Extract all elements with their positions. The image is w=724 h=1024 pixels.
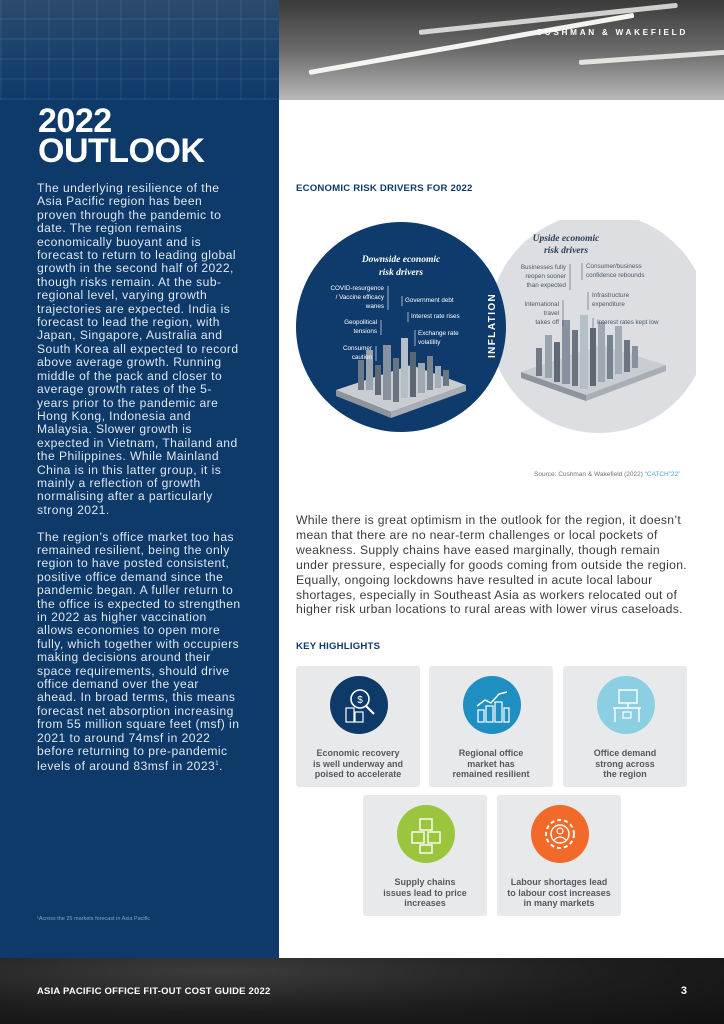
risk-exchange-rate: Exchange rate (418, 330, 459, 337)
page-number: 3 (680, 985, 687, 997)
risk-government-debt: Government debt (405, 297, 454, 304)
office-growth-icon (463, 676, 521, 734)
risk-drivers-heading: ECONOMIC RISK DRIVERS FOR 2022 (296, 183, 473, 194)
downside-title: Downside economic (361, 255, 441, 265)
risk-drivers-diagram (296, 220, 696, 460)
risk-international-travel: International (524, 301, 559, 308)
supply-boxes-icon (397, 805, 455, 863)
header-photo (279, 0, 724, 100)
svg-text:/ Vaccine efficacy: / Vaccine efficacy (335, 294, 384, 301)
highlight-card-labour-shortages (497, 795, 621, 916)
svg-text:$: $ (357, 695, 363, 706)
svg-text:expenditure: expenditure (592, 301, 625, 308)
svg-text:wanes: wanes (365, 303, 384, 310)
svg-text:volatility: volatility (418, 339, 441, 346)
outlook-paragraph-2: The region’s office market too has remained resilient, being the only region to have posted consistent, positive office demand since the pandemic began. A fuller return to the office is expected to strengthen in 2022 as higher vaccination allows economies to open more fully, which together with occupiers making decisions around their space requirements, should drive office demand over the year ahead. In broad terms, this means forecast net absorption increasing from 55 million square feet (msf) in 2021 to around 74msf in 2022 before returning to pre-pandemic levels of around 83msf in 2023$^1$. (37, 529, 241, 774)
footer-title: ASIA PACIFIC OFFICE FIT-OUT COST GUIDE 2022 (37, 986, 271, 997)
risk-confidence-rebounds: Consumer/business (586, 263, 642, 270)
labour-gear-icon (531, 805, 589, 863)
risk-consumer-caution: Consumer (342, 345, 372, 352)
highlight-caption: Regional office market has remained resilient (452, 748, 530, 779)
risk-businesses-reopen: Businesses fully (520, 264, 566, 271)
highlight-caption: Economic recovery is well underway and poised to accelerate (312, 748, 404, 779)
highlight-card-office-market (429, 666, 553, 787)
footnote: ¹Across the 25 markets forecast in Asia Pacific (37, 916, 151, 922)
source-link[interactable]: “CATCH”22” (644, 471, 681, 478)
outlook-paragraph-1: The underlying resilience of the Asia Pacific region has been proven through the pandemic to date. The region remains economically buoyant and is forecast to return to leading global growth in the second half of 2022, though risks remain. At the sub-regional level, varying growth trajectories are expected. India is forecast to lead the region, with Japan, Singapore, Australia and South Korea all expected to record above average growth. Running middle of the pack and closer to average growth rates of the 5-years prior to the pandemic are Hong Kong, Indonesia and Malaysia. Slower growth is expected in Vietnam, Thailand and the Philippines. While Mainland China is in this latter group, it is mainly a reflection of growth normalising after a particularly strong 2021. (37, 181, 239, 517)
risk-geopolitical: Geopolitical (344, 319, 377, 326)
key-highlights-heading: KEY HIGHLIGHTS (296, 641, 381, 652)
outlook-body (37, 182, 242, 787)
svg-text:risk drivers: risk drivers (378, 268, 424, 278)
page-title: 2022 OUTLOOK (38, 102, 205, 170)
svg-text:risk drivers: risk drivers (543, 246, 589, 256)
svg-text:travel: travel (543, 310, 559, 317)
svg-text:caution: caution (351, 354, 372, 361)
intro-paragraph: While there is great optimism in the outlook for the region, it doesn’t mean that there are no near-term challenges or local pockets of weakness. Supply chains have eased marginally, though remain under pressure, especially for goods coming from outside the region. Equally, ongoing lockdowns have resulted in acute local labour shortages, especially in Southeast Asia as workers relocated out of higher risk urban locations to rural areas with lower virus caseloads. (296, 513, 687, 617)
svg-text:confidence rebounds: confidence rebounds (586, 272, 645, 279)
svg-text:reopen sooner: reopen sooner (525, 273, 566, 280)
office-desk-icon (597, 676, 655, 734)
inflation-label: INFLATION (487, 292, 498, 358)
highlight-card-economic-recovery (296, 666, 420, 787)
brand-logo: CUSHMAN & WAKEFIELD (536, 28, 688, 37)
svg-text:tensions: tensions (353, 328, 377, 335)
risk-interest-rises: Interest rate rises (411, 313, 460, 320)
upside-circle (489, 220, 696, 433)
risk-interest-kept-low: Interest rates kept low (597, 319, 659, 326)
highlight-caption: Office demand strong across the region (593, 748, 657, 779)
economic-recovery-icon (330, 676, 388, 734)
source-note: Source: Cushman & Wakefield (2022) “CATCH”22” (534, 471, 681, 478)
left-header-photo (0, 0, 279, 100)
svg-text:takes off: takes off (535, 319, 559, 326)
risk-covid: COVID-resurgence (330, 285, 384, 292)
highlight-caption: Supply chains issues lead to price increases (383, 877, 467, 908)
highlight-caption: Labour shortages lead to labour cost increases in many markets (507, 877, 611, 908)
upside-title: Upside economic (532, 234, 600, 244)
highlight-card-supply-chains (363, 795, 487, 916)
highlight-card-office-demand (563, 666, 687, 787)
risk-infrastructure: Infrastructure (592, 292, 630, 299)
svg-text:than expected: than expected (526, 282, 566, 289)
